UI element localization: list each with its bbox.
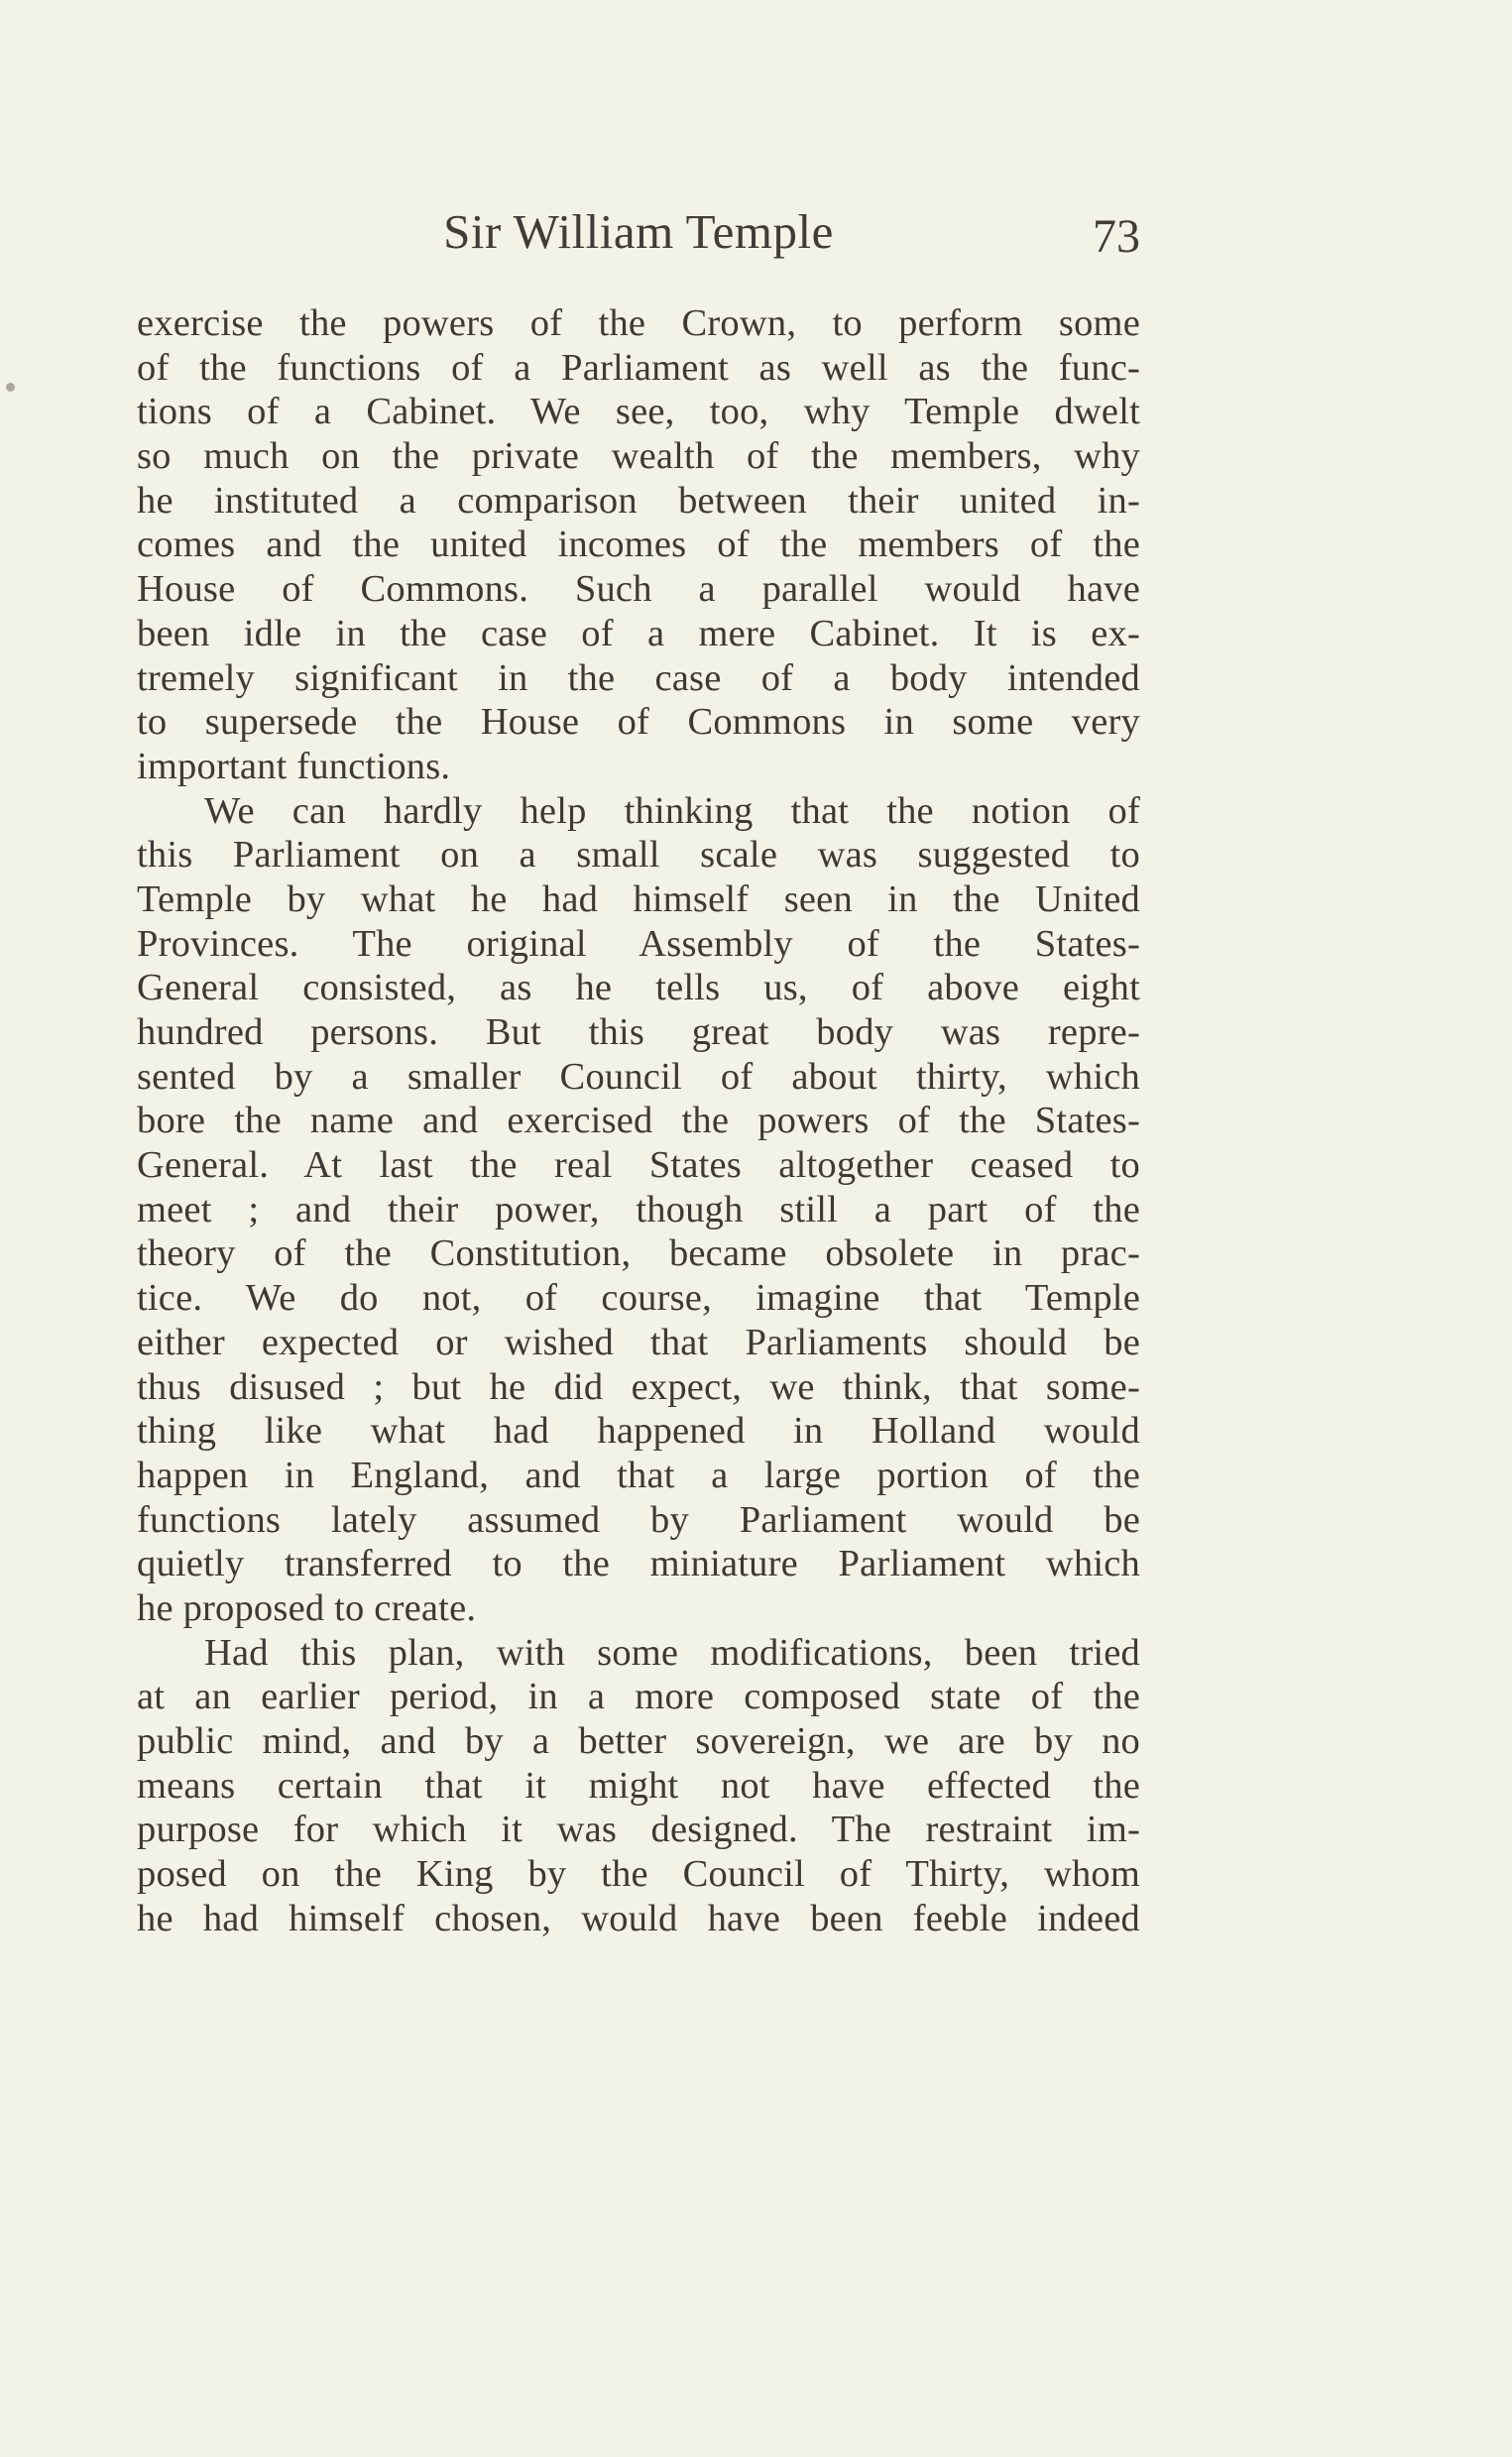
text-line: at an earlier period, in a more composed state of the <box>137 1676 1140 1718</box>
text-line: tremely significant in the case of a body intended <box>137 656 1140 699</box>
text-line: of the functions of a Parliament as well as the func- <box>137 346 1140 389</box>
text-line: public mind, and by a better sovereign, we are by no <box>137 1720 1140 1762</box>
text-line: to supersede the House of Commons in some very <box>137 701 1140 744</box>
text-line: either expected or wished that Parliaments should be <box>137 1321 1140 1363</box>
text-line: purpose for which it was designed. The restraint im- <box>137 1809 1140 1851</box>
text-line: important functions. <box>137 745 451 787</box>
text-line: Temple by what he had himself seen in the United <box>137 878 1140 920</box>
text-line: General. At last the real States altogether ceased to <box>137 1144 1140 1187</box>
text-line: he had himself chosen, would have been feeble indeed <box>137 1897 1140 1939</box>
text-line: meet ; and their power, though still a part of the <box>137 1188 1140 1230</box>
text-line: he proposed to create. <box>137 1586 477 1629</box>
text-line: so much on the private wealth of the members, why <box>137 435 1140 478</box>
body-text <box>137 301 1140 1940</box>
running-head-title: Sir William Temple <box>443 204 834 259</box>
text-line: happen in England, and that a large portion of the <box>137 1454 1140 1496</box>
text-line: posed on the King by the Council of Thirty, whom <box>137 1853 1140 1896</box>
text-line: hundred persons. But this great body was repre- <box>137 1011 1140 1053</box>
text-line: means certain that it might not have effected the <box>137 1764 1140 1807</box>
text-line: exercise the powers of the Crown, to perform some <box>137 302 1140 344</box>
text-line: tions of a Cabinet. We see, too, why Temple dwelt <box>137 391 1140 433</box>
running-head <box>137 203 1140 263</box>
text-line: this Parliament on a small scale was suggested to <box>137 834 1140 877</box>
text-line: tice. We do not, of course, imagine that Temple <box>137 1277 1140 1320</box>
text-line: thus disused ; but he did expect, we think, that some- <box>137 1365 1140 1408</box>
page-number: 73 <box>1093 210 1140 263</box>
text-line: quietly transferred to the miniature Parliament which <box>137 1543 1140 1585</box>
text-line: comes and the united incomes of the members of the <box>137 524 1140 566</box>
text-line: been idle in the case of a mere Cabinet. It is ex- <box>137 612 1140 654</box>
text-line: sented by a smaller Council of about thirty, which <box>137 1055 1140 1098</box>
margin-speck <box>6 383 15 392</box>
text-line: thing like what had happened in Holland would <box>137 1410 1140 1453</box>
text-line: House of Commons. Such a parallel would have <box>137 568 1140 611</box>
text-line: functions lately assumed by Parliament would be <box>137 1498 1140 1541</box>
text-line: he instituted a comparison between their united in- <box>137 479 1140 522</box>
text-line: Provinces. The original Assembly of the States- <box>137 922 1140 965</box>
paragraph-start-line: We can hardly help thinking that the notion of <box>204 789 1140 832</box>
text-line: General consisted, as he tells us, of above eight <box>137 967 1140 1009</box>
paragraph-start-line: Had this plan, with some modifications, been tried <box>204 1631 1140 1674</box>
text-line: bore the name and exercised the powers of the States- <box>137 1100 1140 1142</box>
text-line: theory of the Constitution, became obsolete in prac- <box>137 1232 1140 1275</box>
